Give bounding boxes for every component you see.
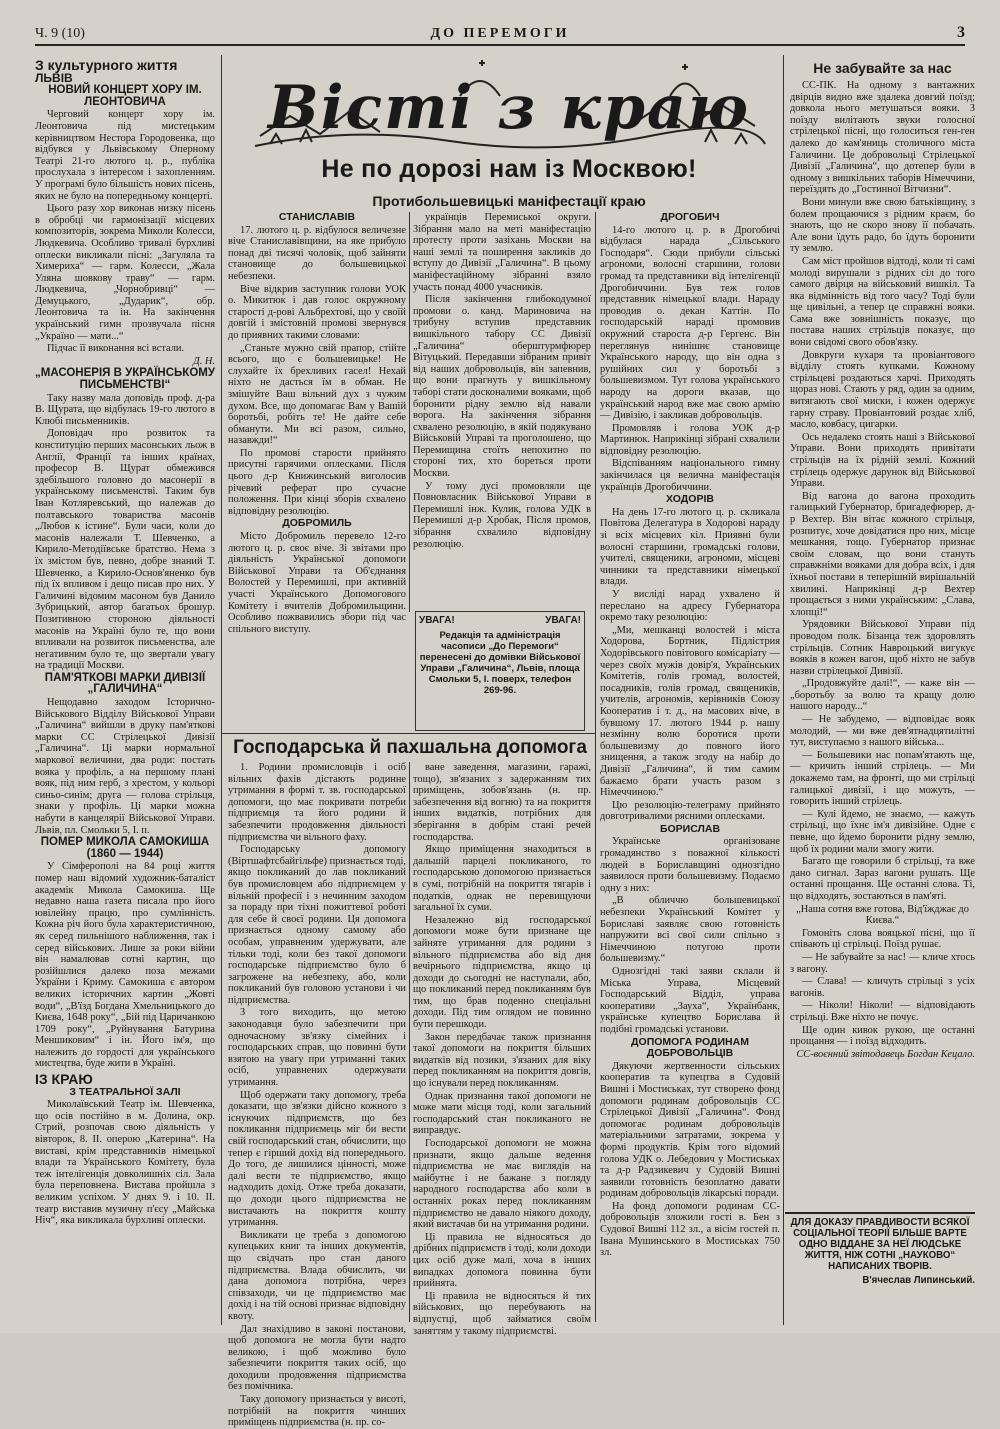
notice-label: УВАГА! (545, 615, 581, 626)
article-title: З ТЕАТРАЛЬНОЇ ЗАЛІ (69, 1085, 181, 1098)
song-lyric: „Наша сотня вже готова, Від'їжджає до Києва.“ (796, 903, 969, 927)
article-title: ПАМ'ЯТКОВІ МАРКИ ДИВІЗІЇ „ГАЛИЧИНА“ (44, 671, 206, 696)
article-text: Українське організоване громадянство з поважної кількості людей в Бориславщині однозгідно заявилося проти большевизму. Подаємо одну з них: (600, 836, 780, 894)
banner-title: Вісті з краю (268, 73, 750, 143)
notice-text: Редакція та адміністрація часописи „До Перемоги“ перенесені до домівки Військової Управи „Галичина“, Львів, площа Смольки 5, І. поверх, телефон 269-96. (419, 630, 581, 696)
article-text: Черговий концерт хору ім. Леонтовича під мистецьким керівництвом Нестора Городовенка, що відбувся у Львівському Оперному Театрі 21-го лютого ц. р., публіка прослухала з інтересом і захопленням. У програмі було більшість нових пісень, яких не було на попередньому концерті. (35, 109, 215, 202)
regions-column-2 (413, 212, 591, 607)
article-text: Ці правила не відносяться й тих військових, що перебувають на відпустці, щоб займатися своїм заняттям у такому підприємстві. (413, 1290, 591, 1337)
article-text: Однак признання такої допомоги не може мати місця тоді, коли загальний господарський стан покликаного не виправдує. (413, 1090, 591, 1137)
article-text: 1. Родини промисловців і осіб вільних фахів дістають родинне утримання в формі т. зв. господарської допомоги, що має покривати потреби підприємця та його родини й забезпечити продовження діяльності підприємства чи вільного фаху. (228, 762, 406, 843)
article-title: ДОБРОМИЛЬ (282, 517, 352, 530)
article-title: НОВИЙ КОНЦЕРТ ХОРУ ІМ. ЛЕОНТОВИЧА (48, 84, 202, 108)
main-headline: Не по дорозі нам із Москвою! (321, 155, 697, 183)
column-divider (409, 212, 410, 612)
article-text: „В обличчю большевицької небезпеки Український Комітет у Бориславі заявляє свою готовність напружити всі свої сили спільно з Німеччиною потугою проти большевизму.“ (600, 895, 780, 965)
article-text: Промовляв і голова УОК д-р Мартинюк. Наприкінці зібрані схвалили відповідну резолюцію. (600, 422, 780, 457)
article-text: ване заведення, магазини, гаражі, тощо), зв'язаних з задержанням тих приміщень, зобов'язань (н. пр. забезпечення від вогню) та на покриття інших видатків, потрібних для зберігання в добрім стані речей господарства. (413, 762, 591, 843)
article-text: 14-го лютого ц. р. в Дрогобичі відбулася нарада „Сільського Господаря“. Сюди прибули сільські агрономи, волосні старшини, голови громад та представники від інтелігенції Дрогобиччини. Був теж голов представник німецької влади. Нараду проводив о. декан Каттін. По господарській нараді промовив окружний староста д-р Гергенс. Він переглянув нинішнє становище Українського народу, що він одна з рушійних сил у боротьбі з большевизмом. Тут голова українського народу на дороги вказав, що український народ вже має свою армію — Дивізію, і закликав добровольців. (600, 224, 780, 422)
section-title: ІЗ КРАЮ (35, 1071, 93, 1088)
article-text: Незалежно від господарської допомоги може бути признане ще зайняте утримання для родини з вільного підприємства або від дня вечірнього підприємства, якщо ці доходи до сьогодні не наступали, або, що покликаний перед покликанням був тим, що брав поденно спеціальні доходи. Під тим оглядом не повинно бути перешкоди. (413, 914, 591, 1031)
column-title: Не забувайте за нас (813, 60, 952, 76)
article-text: Дякуючи жертвенности сільських кооператив та купецтва в Судовій Вишні і Мостиськах, тут створено фонд допомоги родинам добровольців СС Стрілецької Дивізії „Галичина“. Фонд допомогає родинам добровольців матеріальними затратами, зокрема у формі продуктів. Крім того відомий голова УДК о. Лебедович у Мостиськах та д-р Радзикевич у Судовій Вишні заявили готовність безоплатно давати родинам добровольців лікарські поради. (600, 1060, 780, 1200)
main-subheadline: Протибольшевицькі маніфестації краю (372, 193, 646, 209)
culture-column (35, 57, 215, 1320)
article-text: „Ми, мешканці волостей і міста Ходорова, Бортник, Підлістрия Ходорівського повітового комісаріату — через своїх мужів довір'я, Українських Комітетів, голів громад, волостей, посадників, голів громад, священиків, учителів, агрономів, керівників Союзу Кооператив і т. д., на масових віче, в бувшому 17. лютого 1944 р. нашу незмінну волю боротися проти большевизму до повного його знищення, а також згоду на набір до Дивізії „Галичина“, й тим самим бажаємо брати участь разом з Німеччиною.“ (600, 624, 780, 799)
article-text: Відспіванням національного гимну закінчилася ця велична маніфестація українців Дрогобиччини. (600, 458, 780, 493)
article-title: СТАНИСЛАВІВ (278, 211, 356, 223)
notice-box (415, 611, 585, 731)
issue-number: Ч. 9 (10) (35, 26, 85, 41)
page-number: 3 (957, 24, 965, 41)
article-text: Підчас її виконання всі встали. (47, 343, 185, 355)
article-text: Гомоніть слова вояцької пісні, що її співають ці стрільці. Поїзд рушає. (790, 927, 975, 951)
article-text: У тому дусі промовляли ще Повновласник Військової Управи в Перемишлі інж. Кулик, голова УДК в Перемишлі д-р Хробак, Після промов, зібрання схвалило відповідну резолюцію. (413, 480, 591, 550)
article-text: — Не забувайте за нас! — кличе хтось з вагону. (790, 951, 975, 975)
article-text: Таку назву мала доповідь проф. д-ра В. Щурата, що відбулась 19-го лютого в Клюбі письменників. (35, 392, 215, 427)
article-title: ПОМЕР МИКОЛА САМОКИША (1860 — 1944) (40, 836, 210, 860)
article-text: Миколаївський Театр ім. Шевченка, що осів постійно в м. Долина, окр. Стрий, розпочав свою діяльність у вівторок, 8. ІІ. оперою „Катерина“. На виставі, крім представників німецької влади та Українського Комітету, була теж інтелігенція довколишніх сіл. Зала була переповнена. Вистава пройшла з великим успіхом. У днях 9. і 10. ІІ. театр виставив музичну п'єсу „Майська Ніч“, яка викликала бурхливі оплески. (35, 1099, 215, 1227)
article-text: Багато ще говорили б стрільці, та вже дано сигнал. Зараз вагони рушать. Ще останні прощання. Ще останні слова. Ті, що відходять, зостаються в пам'яті. (790, 856, 975, 902)
article-text: — Кулі йдемо, не знаємо, — кажуть стрільці, що їхнє ім'я дивізійне. Одне є певне, що йдемо боронити рідну землю, щоб їх родини мали змогу жити. (790, 808, 975, 855)
notice-label: УВАГА! (419, 615, 455, 626)
section-divider (222, 733, 595, 734)
article-text: Ще один кивок рукою, ще останні прощання — і поїзд відходить. (790, 1024, 975, 1048)
article-text: Ось недалеко стоять наші з Військової Управи. Вони приходять привітати стрільців на їх рідній землі. Кожний стрілець одержує дарунок від Військової Управи. (790, 431, 975, 490)
article-text: По промові старости прийнято присутні гарячими оплесками. Після цього д-р Книжинський виголосив річевий реферат про сучасне положення. При кінці зборів схвалено відповідну резолюцію. (228, 447, 406, 517)
article-text: Закон передбачає також признання такої допомоги на покриття більших видатків від позики, з'язаних для віку перед покликанням на покриття довгів, що існували перед покликанням. (413, 1031, 591, 1090)
article-text: Вони минули вже свою батьківщину, з болем прощаючися з рідним краєм, бо знають, що не скоро знову її побачать. Але вони їдуть радо, бо їдуть боронити ту землю. (790, 196, 975, 255)
article-text: У висліді нарад ухвалено й переслано на адресу Губернатора окремо таку резолюцію: (600, 589, 780, 624)
article-text: Таку допомогу признається у висоті, потрібній на покриття чинших приміщень підприємства (н. пр. со- (228, 1394, 406, 1429)
article-text: — Слава! — кличуть стрільці з усіх вагонів. (790, 976, 975, 999)
article-title: БОРИСЛАВ (659, 822, 721, 835)
city-heading: ЛЬВІВ (35, 70, 73, 85)
page-header (35, 24, 965, 46)
dont-forget-column (790, 80, 975, 1208)
article-signature: Д. Н. (193, 355, 215, 367)
article-title: ХОДОРІВ (666, 493, 714, 506)
article-text: — Ніколи! Ніколи! — відповідають стрільці. Вже ніхто не почує. (790, 1000, 975, 1023)
column-divider (783, 55, 784, 1325)
section-title: З культурного життя (35, 57, 178, 73)
column-divider (595, 212, 596, 1322)
assistance-column-2 (413, 762, 591, 1337)
article-text: — Не забудемо, — відповідає вояк молодий, — ми вже дев'ятнадцятилітні тут, виступаємо з нашого війська... (790, 714, 975, 749)
article-text: Місто Добромиль перевело 12-го лютого ц. р. своє віче. Зі звітами про діяльність Української допомоги Військової Управи та Об'єднання Волостей у Перемишлі, при активній участі Українського Допомогового Комітету і вчителів Добромильщини. Особливо пожвавились збори під час спільного виступу. (228, 531, 406, 635)
article-title: ДРОГОБИЧ (660, 211, 720, 223)
article-text: Доповідач про розвиток та конституцію перших масонських льож в Англії, Франції та інших країнах, професор В. Щурат обмежився здебільшого головно до масонерії в українському письменстві. Таким був Іван Котляревський, що належав до полтавського товариства масонів „Любов к істине“. Були часи, коли до масонів належали Т. Шевченко, а Кирило-Методіївське братство. Нема з їх змістом був, певно, добре знаний Т. Шевченко, а Кирило-Основ'яненко був під їх впливом і дещо писав про них. У Галичині відомим масоном був Данило Зубрицький, автор багатьох брошур. Позитивною стороною діяльності масонів на Україні було те, що вони впливали на розвиток письменства, але негативним було те, що звертали увагу на традиції Москви. (35, 428, 215, 672)
article-text: Цю резолюцію-телеграму прийнято довготривалими рясними оплесками. (600, 799, 780, 823)
article-text: Однозгідні такі заяви склали й Міська Управа, Місцевий Господарський Відділ, управа кооперативи „Зауха“, Українбанк, українське купецтво Борислава й подібні громадські установи. (600, 966, 780, 1035)
article-text: На день 17-го лютого ц. р. скликала Повітова Делегатура в Ходорові нараду зі всіх місцевих кіл. Приявні були волосні старшини, громадські голови, учителі, священики, агрономи, місцеві чинники та представники німецької влади. (600, 506, 780, 588)
quote-box (785, 1212, 975, 1310)
article-signature: СС-воєнний звітодавець Богдан Кецало. (796, 1048, 975, 1060)
column-divider (221, 55, 222, 1325)
article-text: Дал знахідливо в законі постанови, щоб допомога не могла бути надто великою, і щоб можливо було забезпечити покриття таких осіб, що доходили продовження підприємства без помічника. (228, 1323, 406, 1393)
article-text: „Продовжуйте далі!“, — каже він — „боротьбу за волю та кращу долю нашого народу...“ (790, 678, 975, 713)
article-text: З того виходить, що метою законодавця було забезпечити при одночасному зв'язку сімейних і господарських справ, що повинні бути взятою на увагу при утриманні таких осіб, управнених одержувати утримання. (228, 1007, 406, 1089)
article-text: Від вагона до вагона проходить галицький Губернатор, бригадефюрер, д-р Вехтер. Він вітає кожного стрільця, розпитує, хоче довідатися про них, місце мешкання, тощо. Губернатор признає своїм словам, що вони стануть справжніми вояками для добра всіх, і для їхньої постави в теперішній вирішальній хвилині. Наприкінці д-р Вехтер прощається з ними українським: „Слава, хлопці!“ (790, 490, 975, 618)
article-text: Довкруги кухаря та провіантового відділу стоять купками. Кожному стрільцеві роздаються харчі. Приходять щораз нові. Стають у ряд, один за одним, витягають свої миски, і кожен одержує гарну страву. Провіантовий роздає хліб, масло, ковбасу, цигарки. (790, 349, 975, 431)
article-text: Віче відкрив заступник голови УОК о. Микитюк і дав голос окружному старості д-рові Альбрехтові, що у своїй довгій і змістовній промові звернувся до приявних такими словами: (228, 283, 406, 341)
article-text: „Станьте мужно свій прапор, стійте всього, що є большевицьке! Не слухайте їх брехливих гасел! Нехай ніхто не дасться їм в обман. Не змішуйте Ваш вільний дух з чужим духом. Все, що допомагає Вам у Вашій боротьбі, робіть те! Не дайте себе обманути. Ми всі разом, сильно, назавжди!“ (228, 342, 406, 447)
article-text: Ці правила не відносяться до дрібних підприємств і тоді, коли доходи цих осіб дуже малі, хоча в інших випадках допомога повинна бути прийнята. (413, 1231, 591, 1290)
article-text: Викликати це треба з допомогою купецьких книг та інших документів, що свідчать про стан даного підприємства. Влада обчислить, чи дана допомога потрібна, через співзаходи, чи це підприємство має дохід і на тій основі признає відповідну квоту. (228, 1229, 406, 1322)
article-text: 17. лютого ц. р. відбулося величезне віче Станиславівщини, на яке прибуло понад дві тисячі чоловік, щоб зайняти становище до большевицької небезпеки. (228, 224, 406, 282)
banner-image (250, 56, 768, 152)
newspaper-title: ДО ПЕРЕМОГИ (430, 26, 570, 41)
article-text: Сам міст пройшов відтоді, коли ті самі молоді вирушали з рідних сіл до того самого двірця на військовий вишкіл. Та яка відмінність від того часу? Тоді були ще цивільні, а тепер це справжні вояки. Сама вже зовнішність показує, що постава наших стрільців показує, що вони свідомі свого обов'язку. (790, 255, 975, 349)
article-text: У Сімферополі на 84 році життя помер наш відомий художник-баталіст академік Микола Самокиша. Ще недавно наша газета писала про його ювілейну працю, про сумлінність. Кожна річ його була характеристичною, як серед пильнішого наближення, так і серед військових. Лише за роки війни він намалював сотні картин, що розійшлися далеко поза межами України і Криму. Самокиша є автором великих історичних картин „Жовті води“, „В'їзд Богдана Хмельницького до Києва, 1648 року“, „Бій під Царичанкою 1709 року“, „Руйнування Батурина Меншиковим“ і ін. Його ім'я, що належить до гордості для українського мистецтва, буде жити в Україні. (35, 861, 215, 1070)
article-text: Цього разу хор виконав низку пісень в обробці чи гармонізації місцевих композиторів, зокрема Миколи Колесси, Людкевича. Особливо тривалі бурхливі оплески викликали пісні: „Загуляла та Химериха“ — гарм. Колесси, „Жала Уляна шовкову траву“ — гарм. Людкевича, „Чорнобривці“ — Демуцького, „Дударик“, обр. Леонтовича та ін. На закінчення український гимн прозвучала пісня „Україно — мати...“ (35, 203, 215, 342)
article-text: Після закінчення глибокодумної промови о. канд. Мариновича на трибуну вступив представник вишкільного табору СС Дивізії „Галичина“ оберштурмфюрер Вітуцький. Передавши зібраним привіт від наших добровольців, він запевнив, що вони прагнуть у вишкільному таборі стати досконалими вояками, щоб боронити рідну землю від навали ворога. На закінчення зібрання схвалено резолюцію, в якій подякувано Військовій Управі та проголошено, що Перемищина стоїть непохитно по стороні тих, хто бореться проти Москви. (413, 294, 591, 480)
article-text: На фонд допомоги родинам СС-добровольців зложили гості в. Бен з Судової Вишні 112 зл., а вісім гостей п. Івана Мушинського в Мостиськах 750 зл. (600, 1200, 780, 1259)
article-title: ДОПОМОГА РОДИНАМ ДОБРОВОЛЬЦІВ (631, 1035, 749, 1060)
article-text: Господарської допомоги не можна признати, якщо дальше ведення підприємства не має виглядів на майбутнє і не бажане з погляду народного господарства або коли в останніх роках перед покликанням підприємство не давало ніякого доходу, який вистачав би на утримання родини. (413, 1138, 591, 1231)
article-text: Нещодавно заходом Історично-Військового Відділу Військової Управи „Галичина“ вийшли в друку пам'яткові марки СС Стрілецької Дивізії „Галичина“. Ці марки нормальної маркової величини, два роди: постать вояка у профіль, а на першому плані вояк, під ним герб, з хрестом, у кольорі синьо-синім; друга — голова стрільця, знаки у профіль. Ці марки можна набути в канцелярії Військової Управи. Львів, пл. Смольки 5, І. п. (35, 697, 215, 836)
article-text: Якщо приміщення знаходиться в дальшій парцелі покликаного, то господарською допомогою признається в сумі, потрібній на покриття тягарів і податків, однак не перевищуючи загальної їх суми. (413, 844, 591, 914)
assistance-column-1 (228, 762, 406, 1429)
article-title: „МАСОНЕРІЯ В УКРАЇНСЬКОМУ ПИСЬМЕНСТВІ“ (35, 367, 215, 392)
quote-text: ДЛЯ ДОКАЗУ ПРАВДИВОСТИ ВСЯКОЇ СОЦІАЛЬНОЇ ТЕОРІЇ БІЛЬШЕ ВАРТЕ ОДНО ВІДДАНЕ ЗА НЕЇ ЛЮДСЬКЕ ЖИТТЯ, НІЖ СОТНІ „НАУКОВО“ НАПИСАНИХ ТВОРІВ. (790, 1217, 970, 1272)
regions-column-3 (600, 212, 780, 1322)
quote-author: В'ячеслав Липинський. (862, 1275, 975, 1286)
article-text: — Большевики нас попам'ятають ще, — кричить інший стрілець. — Ми докажемо там, на фронті, що ми стрільці галицької дивізії, і що можуть, — говорить інший стрілець. (790, 749, 975, 808)
article-text: Урядовики Військової Управи під проводом полк. Бізанца теж здоровлять стрільців. Сотник Навроцький вигукує вояків в кожен вагон, щоб ніхто не забув назви стрілецької Дивізії. (790, 619, 975, 677)
assistance-title: Господарська й пахшальна допомога (233, 737, 587, 758)
banner-illustration (250, 56, 768, 152)
article-text: Господарську допомогу (Віртшафтсбайгільфе) признається тоді, якщо покликаний до лав покликаний був промисловцем або підприємцем у вільній професії і з нечинним заходом за пораду при тіхні пожиттевої роботі для себе й своєї родини. Ця допомога признається одному самому або особам, управненим удержувати, але тільки тоді, коли без такої допомоги господарське підприємство було б загрожене на небезпеку, або, коли покликаний був головою установи і чи підприємства. (228, 844, 406, 1006)
column-divider (409, 762, 410, 1322)
article-text: СС-ПК. На одному з вантажних двірців видно вже здалека довгий поїзд; довкола нього метушаться вояки. З поїзду вилітають звуки голосної стрілецької пісні, що голоситься ген-ген далеко до кам'яниць столичного міста Галичини. Це добровольці Стрілецької Дивізії „Галичина“, що дотепер були в одному з вишкільних таборів Німеччини, переїздять до „Гостинної Вітчизни“. (790, 80, 975, 196)
regions-column-1 (228, 211, 406, 635)
article-text: Щоб одержати таку допомогу, треба доказати, що зв'язки дійсно кожного з існуючих підприємств, що без покликання підприємець міг би вести свій господарський стан, обчислити, що тепер є гірший дохід від попереднього. До того, де лишилися цінності, може далі вести те підприємство, якщо надходить дохід. Отже треба доказати, що доходи цього підприємства не вистачають на покриття кошту утримання. (228, 1089, 406, 1229)
article-text: українців Перемиської округи. Зібрання мало на меті маніфестацію протесту проти зазіхань Москви на наші землі та поширення закликів до вступу до Дивізії „Галичина“. В цьому маніфестаційному зібранні взяло участь понад 4000 учасників. (413, 212, 591, 293)
